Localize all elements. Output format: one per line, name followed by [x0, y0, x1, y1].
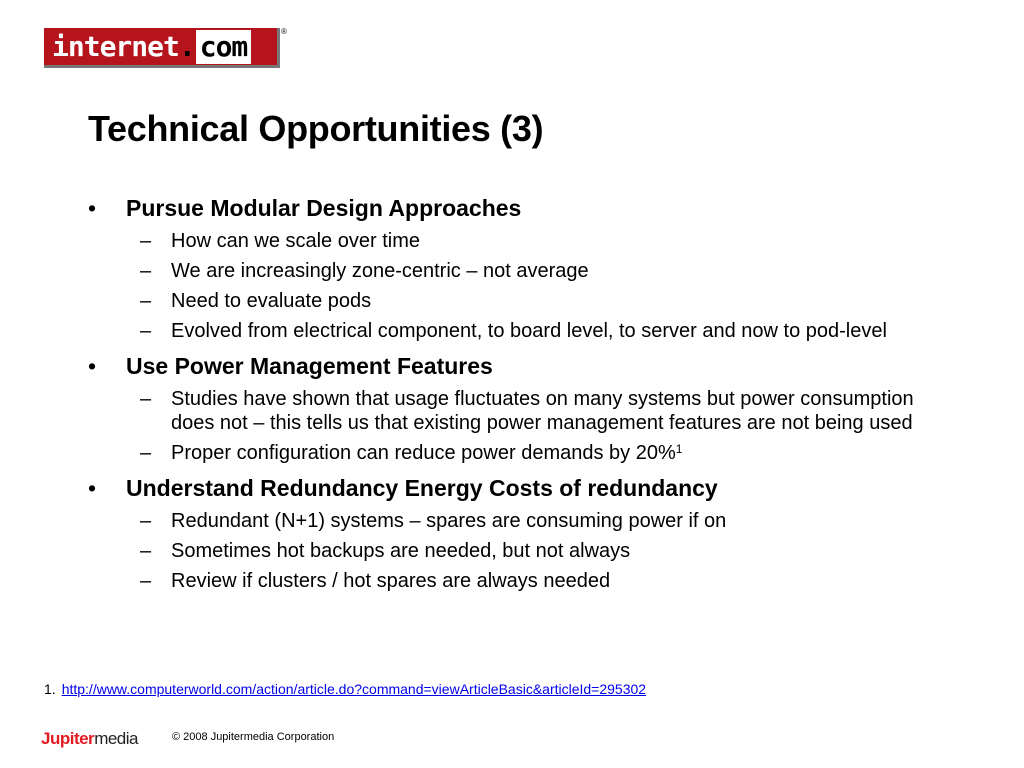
sub-bullet-text: Sometimes hot backups are needed, but not always	[171, 540, 631, 562]
copyright-notice: © 2008 Jupitermedia Corporation	[172, 731, 335, 743]
sub-bullet	[88, 289, 918, 313]
logo-suffix: com	[196, 30, 252, 64]
dash-icon: –	[140, 290, 152, 312]
dash-icon: –	[140, 388, 152, 410]
sub-bullet-text: Need to evaluate pods	[171, 290, 372, 312]
bullet-icon: •	[88, 353, 97, 379]
registered-mark: ®	[281, 27, 287, 36]
dash-icon: –	[140, 320, 152, 342]
sub-bullet	[88, 387, 918, 435]
dash-icon: –	[140, 570, 152, 592]
sub-bullet-text: Studies have shown that usage fluctuates on many systems but power consumption does not – this tells us that existing power management features are not being used	[171, 388, 914, 434]
dash-icon: –	[140, 230, 152, 252]
bullet-heading-text: Understand Redundancy Energy Costs of redundancy	[126, 475, 718, 501]
slide-title: Technical Opportunities (3)	[88, 108, 544, 149]
brand-jupiter: Jupiter	[41, 729, 95, 748]
bullet-heading-text: Pursue Modular Design Approaches	[126, 195, 522, 221]
sub-bullet-text: Proper configuration can reduce power demands by 20%	[171, 442, 676, 464]
footnote-number: 1.	[44, 681, 56, 697]
dash-icon: –	[140, 510, 152, 532]
sub-bullet-text: We are increasingly zone-centric – not average	[171, 260, 589, 282]
sub-bullet	[88, 319, 918, 343]
logo-prefix: internet	[52, 30, 179, 63]
jupitermedia-logo	[41, 729, 138, 749]
footnote	[44, 681, 646, 697]
bullet-icon: •	[88, 195, 97, 221]
bullet-heading	[88, 351, 918, 381]
dash-icon: –	[140, 260, 152, 282]
brand-media: media	[94, 729, 138, 748]
sub-bullet-text: How can we scale over time	[171, 230, 420, 252]
bullet-heading-text: Use Power Management Features	[126, 353, 493, 379]
footnote-ref: 1	[675, 442, 683, 456]
logo-dot: .	[178, 30, 195, 63]
bullet-list	[88, 191, 918, 593]
dash-icon: –	[140, 442, 152, 464]
sub-bullet-text: Redundant (N+1) systems – spares are consuming power if on	[171, 510, 727, 532]
sub-bullet	[88, 259, 918, 283]
sub-bullet	[88, 441, 918, 465]
internet-com-logo	[44, 28, 280, 68]
sub-bullet-text: Evolved from electrical component, to board level, to server and now to pod-level	[171, 320, 887, 342]
sub-bullet	[88, 569, 918, 593]
bullet-heading	[88, 193, 918, 223]
sub-bullet	[88, 229, 918, 253]
sub-bullet-text: Review if clusters / hot spares are always needed	[171, 570, 611, 592]
bullet-icon: •	[88, 475, 97, 501]
bullet-heading	[88, 473, 918, 503]
footnote-link[interactable]: http://www.computerworld.com/action/article.do?command=viewArticleBasic&articleId=295302	[61, 681, 647, 697]
dash-icon: –	[140, 540, 152, 562]
sub-bullet	[88, 539, 918, 563]
sub-bullet	[88, 509, 918, 533]
